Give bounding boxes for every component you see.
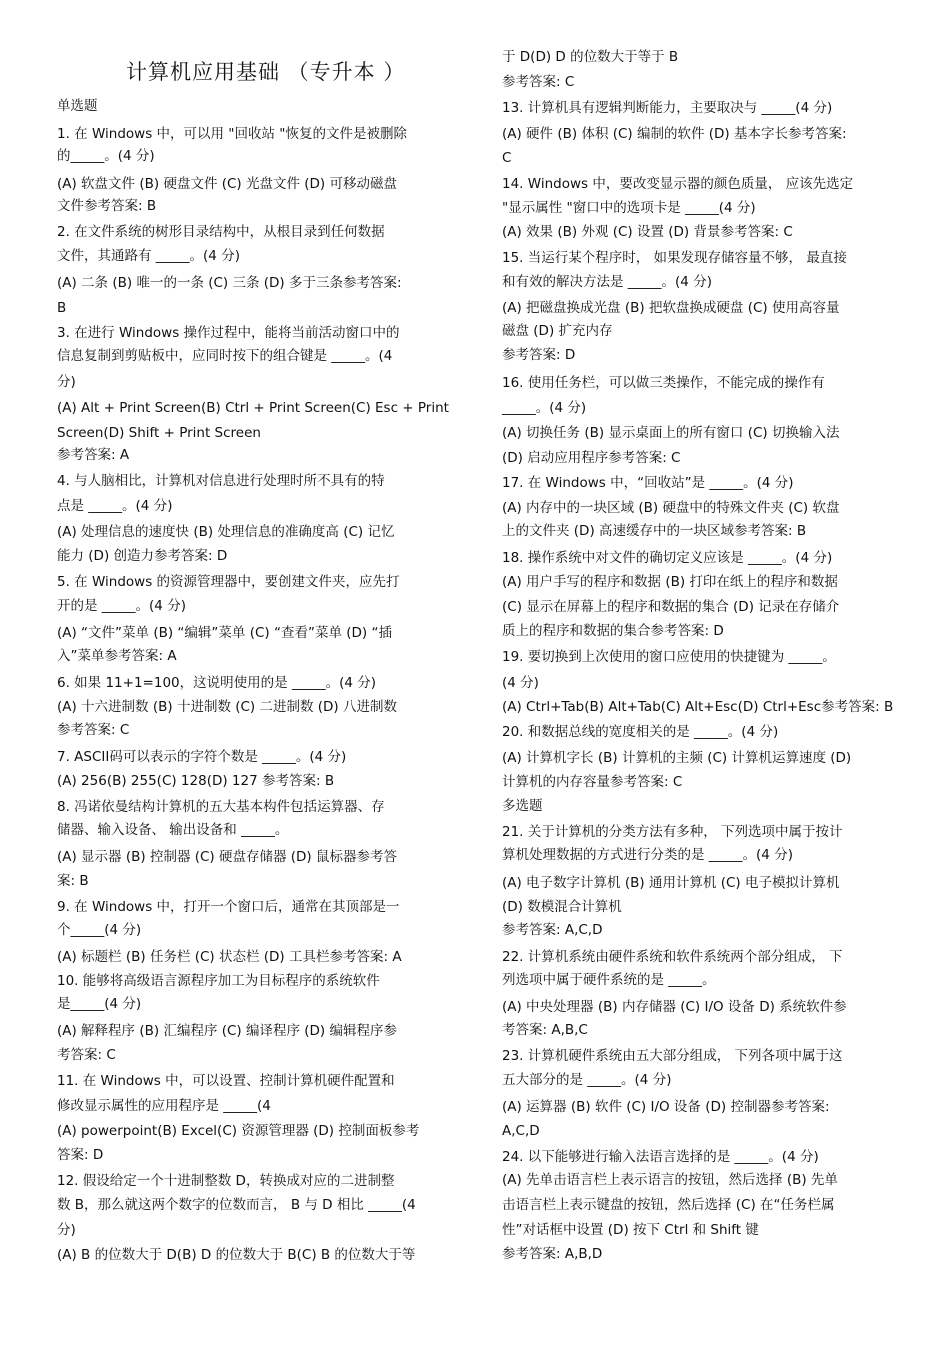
text-line: (A) 软盘文件 (B) 硬盘文件 (C) 光盘文件 (D) 可移动磁盘 xyxy=(57,176,397,192)
text-line: 参考答案: A,B,D xyxy=(502,1246,603,1262)
text-line: 考答案: C xyxy=(57,1047,116,1063)
text-line: 能力 (D) 创造力参考答案: D xyxy=(57,548,228,564)
text-line: 文件，其通路有 _____。(4 分) xyxy=(57,248,240,264)
text-line: 9. 在 Windows 中，打开一个窗口后，通常在其顶部是一 xyxy=(57,899,400,915)
text-line: 数 B，那么就这两个数字的位数而言， B 与 D 相比 _____(4 xyxy=(57,1197,416,1213)
text-line: 24. 以下能够进行输入法语言选择的是 _____。(4 分) xyxy=(502,1149,819,1165)
text-line: 20. 和数据总线的宽度相关的是 _____。(4 分) xyxy=(502,724,779,740)
text-line: C xyxy=(502,150,512,166)
text-line: 15. 当运行某个程序时， 如果发现存储容量不够， 最直接 xyxy=(502,250,847,266)
text-line: 6. 如果 11+1=100，这说明使用的是 _____。(4 分) xyxy=(57,675,377,691)
text-line: (A) 电子数字计算机 (B) 通用计算机 (C) 电子模拟计算机 xyxy=(502,875,840,891)
text-line: 10. 能够将高级语言源程序加工为目标程序的系统软件 xyxy=(57,973,380,989)
text-line: 参考答案: A,C,D xyxy=(502,922,603,938)
text-line: 23. 计算机硬件系统由五大部分组成， 下列各项中属于这 xyxy=(502,1048,843,1064)
text-line: 是_____(4 分) xyxy=(57,996,142,1012)
text-line: 开的是 _____。(4 分) xyxy=(57,598,186,614)
text-line: 于 D(D) D 的位数大于等于 B xyxy=(502,49,679,65)
text-line: 五大部分的是 _____。(4 分) xyxy=(502,1072,672,1088)
text-line: 22. 计算机系统由硬件系统和软件系统两个部分组成， 下 xyxy=(502,949,843,965)
text-line: 8. 冯诺依曼结构计算机的五大基本构件包括运算器、存 xyxy=(57,799,385,815)
text-line: 1. 在 Windows 中，可以用 "回收站 "恢复的文件是被删除 xyxy=(57,126,408,142)
text-line: 列选项中属于硬件系统的是 _____。 xyxy=(502,972,716,988)
text-line: 点是 _____。(4 分) xyxy=(57,498,173,514)
text-line: (A) 处理信息的速度快 (B) 处理信息的准确度高 (C) 记忆 xyxy=(57,524,395,540)
text-line: 答案: D xyxy=(57,1147,104,1163)
text-line: 个_____(4 分) xyxy=(57,922,142,938)
text-line: 考答案: A,B,C xyxy=(502,1022,588,1038)
text-line: (A) powerpoint(B) Excel(C) 资源管理器 (D) 控制面板参考 xyxy=(57,1123,420,1139)
text-line: (A) 效果 (B) 外观 (C) 设置 (D) 背景参考答案: C xyxy=(502,224,793,240)
text-line: (A) Alt + Print Screen(B) Ctrl + Print Screen(C) Esc + Print xyxy=(57,400,449,416)
text-line: 17. 在 Windows 中，“回收站”是 _____。(4 分) xyxy=(502,475,794,491)
text-line: (A) 硬件 (B) 体积 (C) 编制的软件 (D) 基本字长参考答案: xyxy=(502,126,847,142)
text-line: 分) xyxy=(57,1222,76,1238)
text-line: 5. 在 Windows 的资源管理器中，要创建文件夹，应先打 xyxy=(57,574,400,590)
text-line: 性”对话框中设置 (D) 按下 Ctrl 和 Shift 键 xyxy=(502,1222,759,1238)
text-line: 参考答案: A xyxy=(57,447,130,463)
text-line: 文件参考答案: B xyxy=(57,198,157,214)
text-line: A,C,D xyxy=(502,1123,540,1139)
page-title: 计算机应用基础 （专升本 ） xyxy=(126,60,406,84)
text-line: 13. 计算机具有逻辑判断能力，主要取决与 _____(4 分) xyxy=(502,100,833,116)
text-line: (A) 十六进制数 (B) 十进制数 (C) 二进制数 (D) 八进制数 xyxy=(57,699,397,715)
text-line: (A) 中央处理器 (B) 内存储器 (C) I/O 设备 D) 系统软件参 xyxy=(502,999,847,1015)
text-line: (A) 二条 (B) 唯一的一条 (C) 三条 (D) 多于三条参考答案: xyxy=(57,275,402,291)
text-line: (A) 切换任务 (B) 显示桌面上的所有窗口 (C) 切换输入法 xyxy=(502,425,840,441)
text-line: (A) 先单击语言栏上表示语言的按钮，然后选择 (B) 先单 xyxy=(502,1172,838,1188)
text-line: 入”菜单参考答案: A xyxy=(57,648,177,664)
text-line: (A) 显示器 (B) 控制器 (C) 硬盘存储器 (D) 鼠标器参考答 xyxy=(57,849,397,865)
text-line: 18. 操作系统中对文件的确切定义应该是 _____。(4 分) xyxy=(502,550,833,566)
text-line: 14. Windows 中，要改变显示器的颜色质量， 应该先选定 xyxy=(502,176,854,192)
text-line: B xyxy=(57,300,67,316)
text-line: (D) 启动应用程序参考答案: C xyxy=(502,450,681,466)
text-line: (A) “文件”菜单 (B) “编辑”菜单 (C) “查看”菜单 (D) “插 xyxy=(57,625,392,641)
text-line: 3. 在进行 Windows 操作过程中，能将当前活动窗口中的 xyxy=(57,325,400,341)
text-line: 计算机的内存容量参考答案: C xyxy=(502,774,683,790)
text-line: 案: B xyxy=(57,873,89,889)
text-line: 上的文件夹 (D) 高速缓存中的一块区域参考答案: B xyxy=(502,523,807,539)
text-line: 19. 要切换到上次使用的窗口应使用的快捷键为 _____。 xyxy=(502,649,836,665)
text-line: 21. 关于计算机的分类方法有多种， 下列选项中属于按计 xyxy=(502,824,843,840)
text-line: 参考答案: D xyxy=(502,347,576,363)
text-line: "显示属性 "窗口中的选项卡是 _____(4 分) xyxy=(502,200,756,216)
text-line: (A) 解释程序 (B) 汇编程序 (C) 编译程序 (D) 编辑程序参 xyxy=(57,1023,397,1039)
text-line: (A) 把磁盘换成光盘 (B) 把软盘换成硬盘 (C) 使用高容量 xyxy=(502,300,840,316)
text-line: 11. 在 Windows 中，可以设置、控制计算机硬件配置和 xyxy=(57,1073,395,1089)
text-line: 磁盘 (D) 扩充内存 xyxy=(502,323,613,339)
text-line: (A) 运算器 (B) 软件 (C) I/O 设备 (D) 控制器参考答案: xyxy=(502,1099,830,1115)
text-line: 击语言栏上表示键盘的按钮，然后选择 (C) 在“任务栏属 xyxy=(502,1197,835,1213)
text-line: (4 分) xyxy=(502,675,539,691)
text-line: 4. 与人脑相比，计算机对信息进行处理时所不具有的特 xyxy=(57,473,385,489)
text-line: _____。(4 分) xyxy=(502,400,587,416)
text-line: (A) Ctrl+Tab(B) Alt+Tab(C) Alt+Esc(D) Ctrl+Esc参考答案: B xyxy=(502,699,894,715)
text-line: 的_____。(4 分) xyxy=(57,148,155,164)
text-line: 16. 使用任务栏，可以做三类操作，不能完成的操作有 xyxy=(502,375,825,391)
text-line: (A) 计算机字长 (B) 计算机的主频 (C) 计算机运算速度 (D) xyxy=(502,750,852,766)
text-line: (A) 用户手写的程序和数据 (B) 打印在纸上的程序和数据 xyxy=(502,574,838,590)
text-line: 质上的程序和数据的集合参考答案: D xyxy=(502,623,724,639)
text-line: 单选题 xyxy=(57,98,98,114)
text-line: (A) 内存中的一块区域 (B) 硬盘中的特殊文件夹 (C) 软盘 xyxy=(502,500,840,516)
text-line: 算机处理数据的方式进行分类的是 _____。(4 分) xyxy=(502,847,793,863)
text-line: 信息复制到剪贴板中，应同时按下的组合键是 _____。(4 xyxy=(57,348,393,364)
text-line: 7. ASCII码可以表示的字符个数是 _____。(4 分) xyxy=(57,749,347,765)
text-line: 参考答案: C xyxy=(57,722,130,738)
text-line: Screen(D) Shift + Print Screen xyxy=(57,425,261,441)
text-line: 分) xyxy=(57,374,76,390)
text-line: 修改显示属性的应用程序是 _____(4 xyxy=(57,1098,271,1114)
text-line: 12. 假设给定一个十进制整数 D，转换成对应的二进制整 xyxy=(57,1173,395,1189)
text-line: 储器、输入设备、 输出设备和 _____。 xyxy=(57,822,289,838)
text-line: 和有效的解决方法是 _____。(4 分) xyxy=(502,274,712,290)
text-line: (C) 显示在屏幕上的程序和数据的集合 (D) 记录在存储介 xyxy=(502,599,840,615)
text-line: (D) 数模混合计算机 xyxy=(502,899,622,915)
text-line: (A) B 的位数大于 D(B) D 的位数大于 B(C) B 的位数大于等 xyxy=(57,1247,416,1263)
text-line: (A) 256(B) 255(C) 128(D) 127 参考答案: B xyxy=(57,773,335,789)
text-line: 参考答案: C xyxy=(502,74,575,90)
text-line: 多选题 xyxy=(502,798,543,814)
text-line: (A) 标题栏 (B) 任务栏 (C) 状态栏 (D) 工具栏参考答案: A xyxy=(57,949,402,965)
text-line: 2. 在文件系统的树形目录结构中，从根目录到任何数据 xyxy=(57,224,385,240)
